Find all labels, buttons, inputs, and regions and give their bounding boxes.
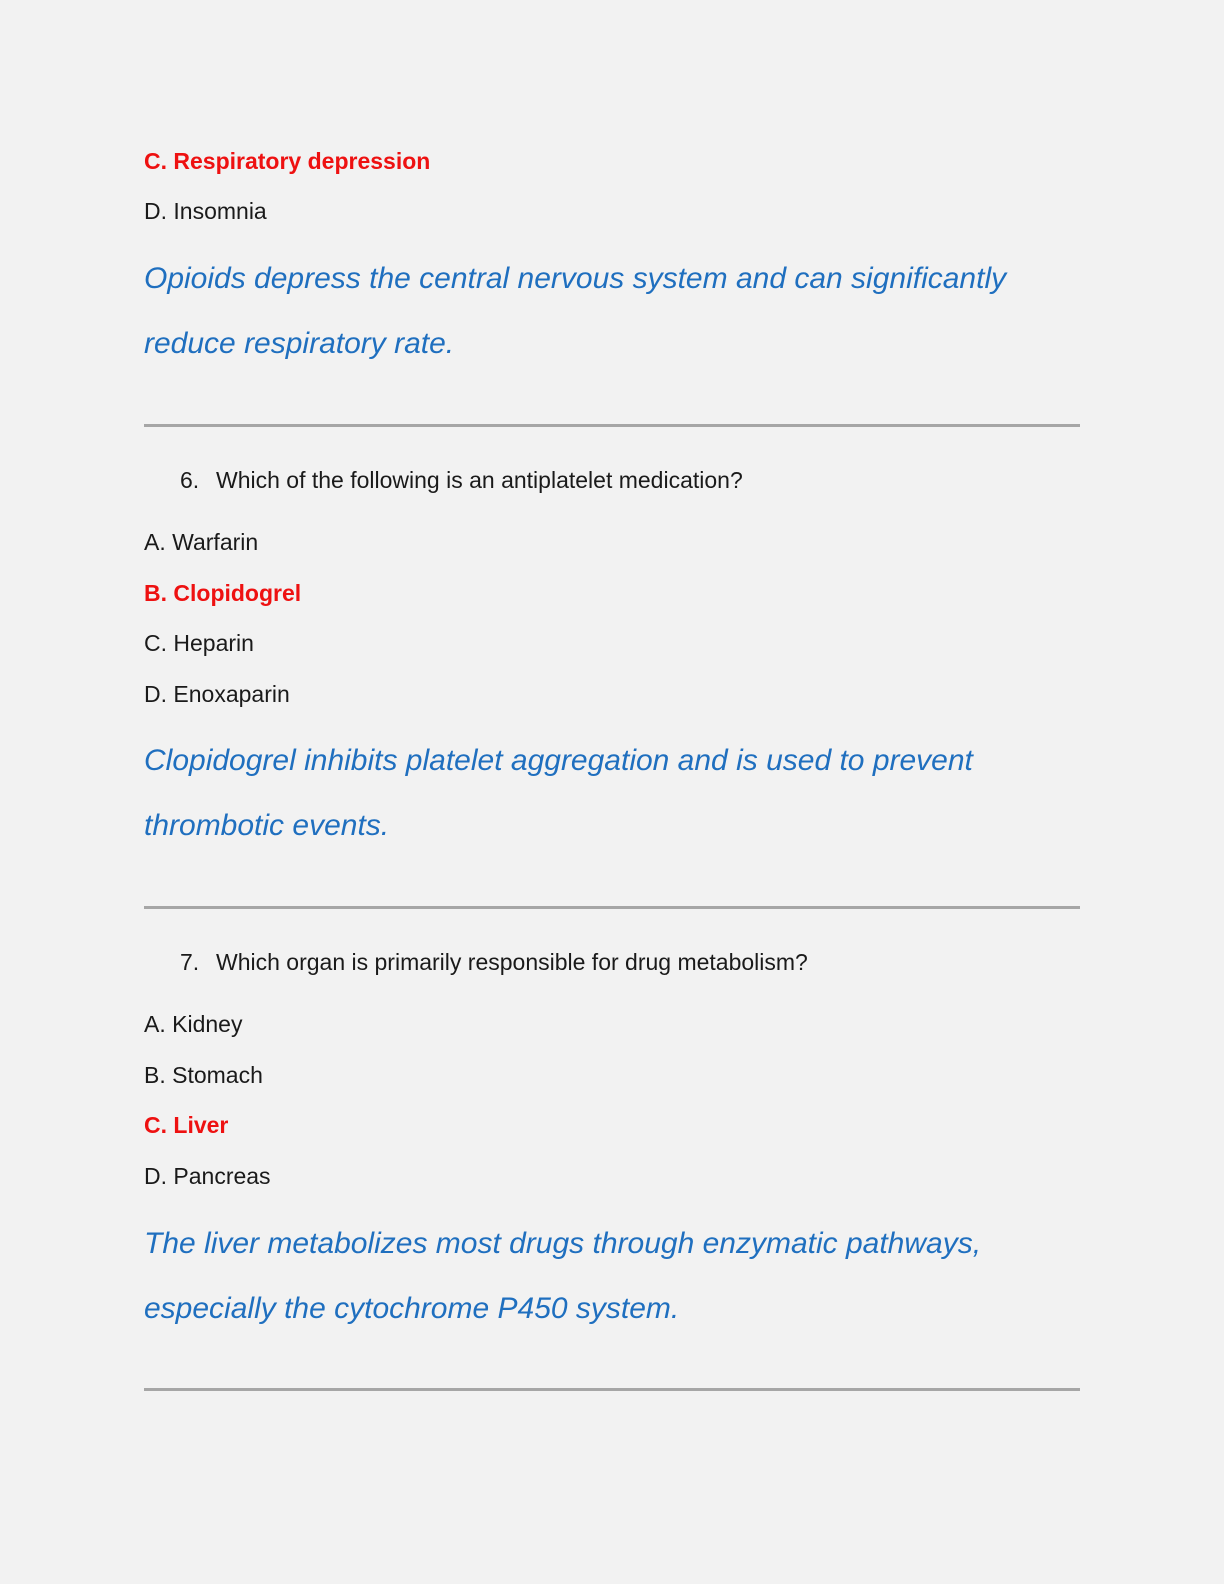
divider-q6 [144, 906, 1080, 909]
q6-text: Which of the following is an antiplatelet medication? [216, 467, 743, 493]
q7-explanation-line2: especially the cytochrome P450 system. [144, 1292, 680, 1325]
q7-number: 7. [180, 949, 200, 975]
q7-option-a: A. Kidney [144, 1011, 243, 1037]
q6-option-b: B. Clopidogrel [144, 580, 302, 606]
divider-q5 [144, 424, 1080, 427]
q7-explanation-line1: The liver metabolizes most drugs through enzymatic pathways, [144, 1227, 982, 1260]
q6-explanation-line1: Clopidogrel inhibits platelet aggregation and is used to prevent [144, 744, 973, 777]
q6-number: 6. [180, 467, 200, 493]
q6-explanation-line2: thrombotic events. [144, 809, 390, 842]
q7-question [180, 948, 808, 976]
q5-explanation-line2: reduce respiratory rate. [144, 327, 455, 360]
q7-option-d: D. Pancreas [144, 1163, 271, 1189]
q5-explanation-line1: Opioids depress the central nervous system and can significantly [144, 262, 1007, 295]
q6-question [180, 466, 743, 494]
q7-text: Which organ is primarily responsible for drug metabolism? [216, 949, 808, 975]
q6-option-a: A. Warfarin [144, 529, 259, 555]
q5-option-c: C. Respiratory depression [144, 148, 431, 174]
divider-q7 [144, 1388, 1080, 1391]
q6-option-c: C. Heparin [144, 630, 254, 656]
q5-option-d: D. Insomnia [144, 198, 267, 224]
q6-option-d: D. Enoxaparin [144, 681, 290, 707]
q7-option-b: B. Stomach [144, 1062, 263, 1088]
q7-option-c: C. Liver [144, 1112, 229, 1138]
